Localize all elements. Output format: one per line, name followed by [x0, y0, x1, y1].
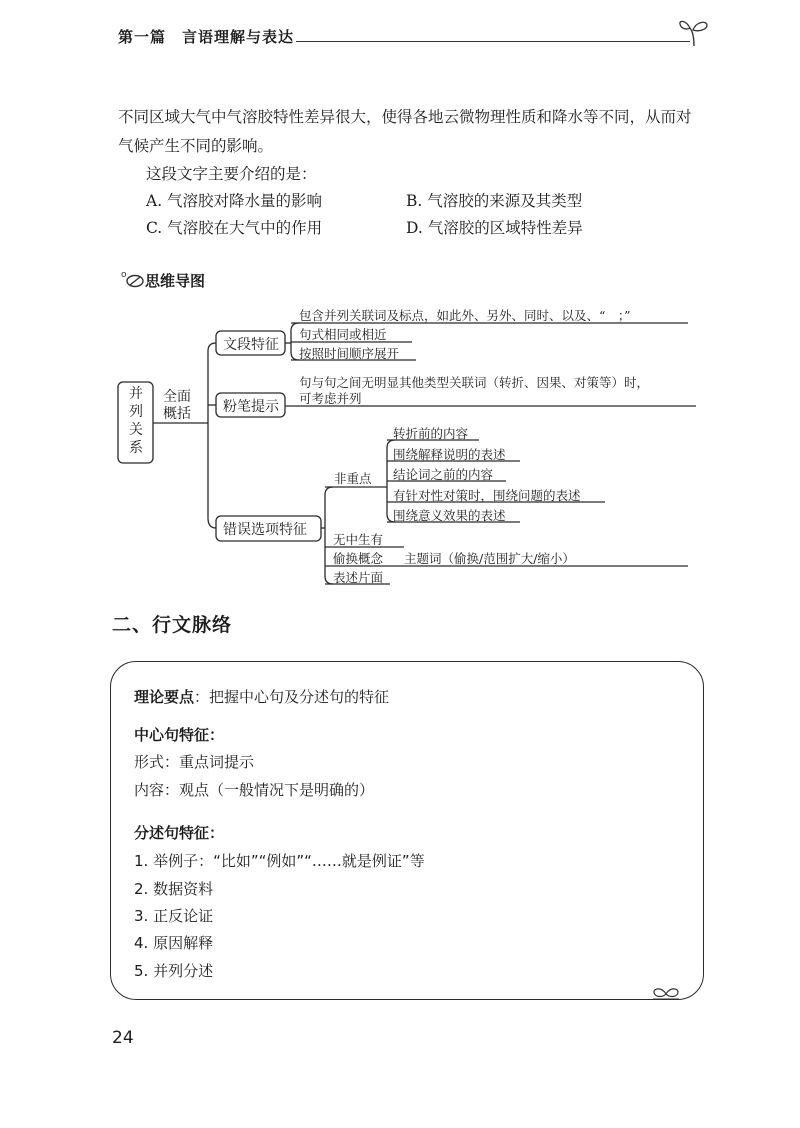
header-title: 第一篇 言语理解与表达 — [118, 28, 295, 46]
root-char: 并 — [129, 386, 143, 402]
sub-sentence-title: 分述句特征： — [134, 824, 225, 842]
theory-text: ：把握中心句及分述句的特征 — [194, 688, 390, 706]
summary-line: 概括 — [163, 406, 191, 422]
sub-sentence-item: 4. 原因解释 — [134, 934, 214, 952]
center-sentence-form: 形式：重点词提示 — [134, 753, 255, 771]
section-title: 二、行文脉络 — [112, 614, 233, 636]
center-sentence-content: 内容：观点（一般情况下是明确的） — [134, 781, 375, 799]
sub-sentence-item: 3. 正反论证 — [134, 907, 214, 925]
branch-label-chalk: 粉笔提示 — [223, 399, 279, 415]
concept-note: 主题词（偷换/范围扩大/缩小） — [404, 551, 575, 566]
option-c: C. 气溶胶在大气中的作用 — [146, 219, 323, 237]
mindmap-leaf: 转折前的内容 — [393, 426, 469, 441]
theory-line — [134, 686, 389, 707]
mindmap-leaf: 包含并列关联词及标点，如此外、另外、同时、以及、“ ；” — [299, 308, 631, 323]
mindmap-leaf: 围绕意义效果的表述 — [393, 508, 506, 523]
mindmap-leaf: 无中生有 — [333, 532, 384, 547]
mindmap-leaf: 偷换概念 — [333, 551, 384, 566]
root-char: 系 — [129, 440, 143, 456]
root-char: 关 — [129, 422, 143, 438]
summary-label — [163, 389, 191, 423]
sub-sentence-item: 5. 并列分述 — [134, 962, 214, 980]
summary-line: 全面 — [163, 389, 191, 405]
branch-label-wrong: 错误选项特征 — [223, 522, 307, 538]
mindmap-leaf: 可考虑并列 — [299, 391, 362, 406]
center-sentence-title: 中心句特征： — [134, 726, 225, 744]
svg-text:o: o — [121, 270, 127, 280]
mindmap-leaf: 结论词之前的内容 — [393, 467, 494, 482]
mindmap-heading: 思维导图 — [145, 272, 206, 290]
mindmap-leaf: 句式相同或相近 — [299, 327, 387, 342]
page-number: 24 — [112, 1028, 134, 1048]
question-stem: 这段文字主要介绍的是： — [146, 165, 317, 183]
leaf-icon — [651, 985, 681, 1001]
option-b: B. 气溶胶的来源及其类型 — [406, 192, 583, 210]
mindmap-leaf: 有针对性对策时，围绕问题的表述 — [393, 488, 581, 503]
mindmap-leaf: 围绕解释说明的表述 — [393, 447, 506, 462]
paragraph-line: 不同区域大气中气溶胶特性差异很大，使得各地云微物理性质和降水等不同，从而对 — [118, 108, 692, 126]
sub-sentence-item: 1. 举例子：“比如”“例如”“……就是例证”等 — [134, 852, 425, 870]
sub-sentence-item: 2. 数据资料 — [134, 880, 214, 898]
root-label — [126, 385, 146, 457]
theory-key: 理论要点 — [134, 688, 195, 706]
branch-label-paragraph: 文段特征 — [223, 337, 279, 353]
option-a: A. 气溶胶对降水量的影响 — [146, 192, 323, 210]
non-key-label: 非重点 — [334, 471, 372, 486]
mindmap-leaf: 句与句之间无明显其他类型关联词（转折、因果、对策等）时， — [299, 375, 650, 390]
paragraph-line: 气候产生不同的影响。 — [118, 137, 274, 155]
mindmap-leaf: 表述片面 — [333, 570, 384, 585]
mindmap-leaf: 按照时间顺序展开 — [299, 346, 400, 361]
root-char: 列 — [129, 404, 143, 420]
option-d: D. 气溶胶的区域特性差异 — [406, 219, 583, 237]
